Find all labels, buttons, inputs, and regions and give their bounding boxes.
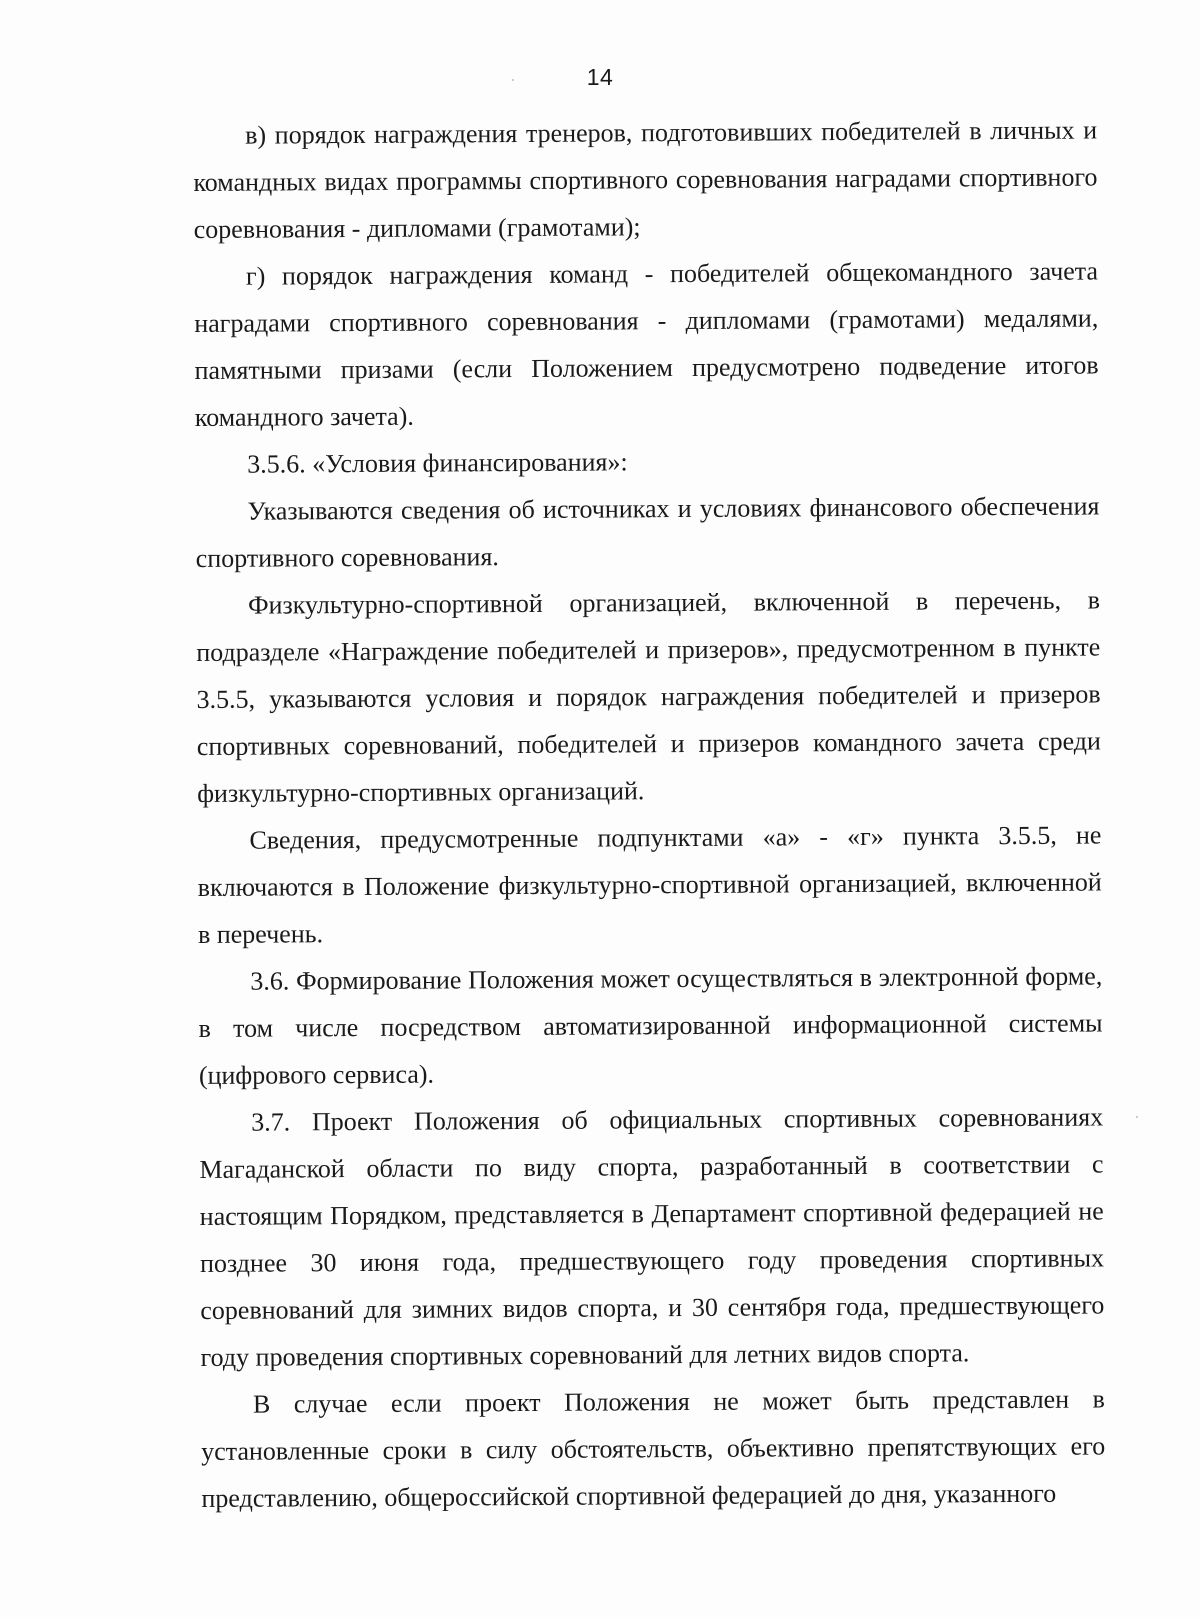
section-heading-3-5-6: 3.5.6. «Условия финансирования»: xyxy=(247,447,628,479)
paragraph-deadline-exception: В случае если проект Положения не может быть представлен в установленные сроки в силу обстоятельств, объективно препятствующих его представлению, общероссийской спортивной федерацией до дня, указанного xyxy=(201,1384,1106,1513)
paragraph-3-7: 3.7. Проект Положения об официальных спортивных соревнованиях Магаданской области по виду спорта, разработанный в соответствии с настоящим Порядком, представляется в Департамент спортивной федерацией не позднее 30 июня года, предшествующего году проведения спортивных соревнований для зимних видов спорта, и 30 сентября года, предшествующего году проведения спортивных соревнований для летних видов спорта. xyxy=(199,1102,1105,1372)
document-body xyxy=(193,106,1106,1521)
page-number: 14 xyxy=(586,64,614,90)
scan-artifact xyxy=(1136,1116,1138,1118)
paragraph-financing: Указываются сведения об источниках и условиях финансового обеспечения спортивного соревнования. xyxy=(195,491,1100,573)
paragraph-3-6: 3.6. Формирование Положения может осуществляться в электронной форме, в том числе посредством автоматизированной информационной системы (цифрового сервиса). xyxy=(198,961,1103,1090)
paragraph-organization-awards: Физкультурно-спортивной организацией, включенной в перечень, в подразделе «Награждение победителей и призеров», предусмотренном в пункте 3.5.5, указываются условия и порядок награждения победителей и призеров спортивных соревнований, победителей и призеров командного зачета среди физкультурно-спортивных организаций. xyxy=(196,585,1101,808)
paragraph-subpoints-excluded: Сведения, предусмотренные подпунктами «а» - «г» пункта 3.5.5, не включаются в Положение физкультурно-спортивной организацией, включенной в перечень. xyxy=(197,820,1102,949)
paragraph-item-g: г) порядок награждения команд - победителей общекомандного зачета наградами спортивного соревнования - дипломами (грамотами) медалями, памятными призами (если Положением предусмотрено подведение итогов командного зачета). xyxy=(194,256,1099,432)
scan-artifact xyxy=(512,79,514,81)
paragraph-item-v: в) порядок награждения тренеров, подготовивших победителей в личных и командных видах программы спортивного соревнования наградами спортивного соревнования - дипломами (грамотами); xyxy=(193,115,1098,244)
